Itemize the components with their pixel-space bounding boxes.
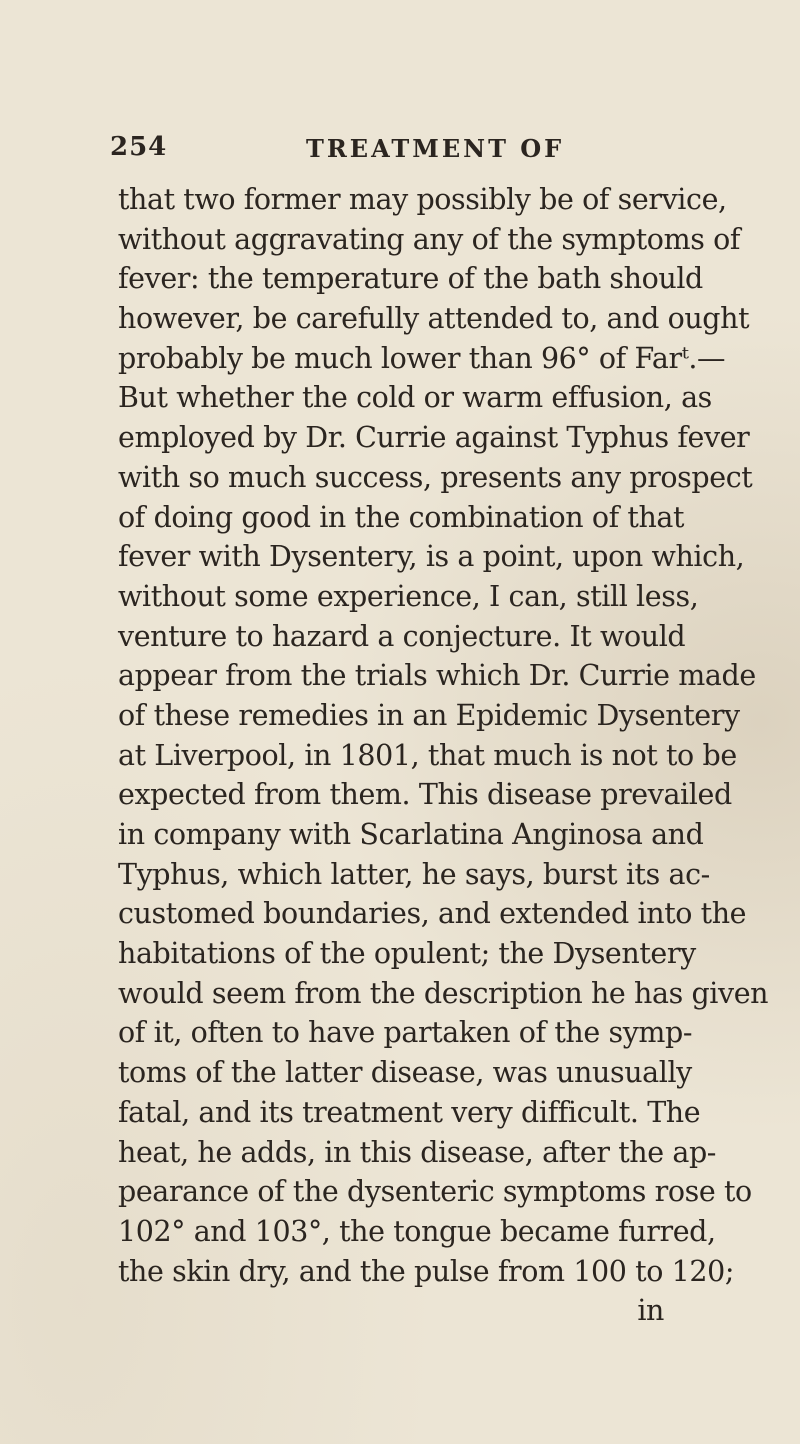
text-line: appear from the trials which Dr. Currie made <box>118 659 756 693</box>
text-line: toms of the latter disease, was unusually <box>118 1056 692 1090</box>
text-line: of doing good in the combination of that <box>118 500 685 534</box>
text-line: would seem from the description he has given <box>118 976 769 1010</box>
text-line: probably be much lower than 96° of Farᵗ.— <box>118 341 726 375</box>
text-line: the skin dry, and the pulse from 100 to 120; <box>118 1254 735 1288</box>
text-line: heat, he adds, in this disease, after the ap- <box>118 1135 717 1169</box>
text-line: 102° and 103°, the tongue became furred, <box>118 1214 716 1248</box>
text-line: however, be carefully attended to, and ought <box>118 302 750 336</box>
text-line: with so much success, presents any prospect <box>118 460 753 494</box>
text-line: without aggravating any of the symptoms of <box>118 222 740 256</box>
text-line: customed boundaries, and extended into the <box>118 897 747 931</box>
text-line: fever: the temperature of the bath should <box>118 262 703 296</box>
text-line: that two former may possibly be of service, <box>118 183 727 216</box>
running-head: TREATMENT OF <box>306 134 565 163</box>
text-line: without some experience, I can, still less, <box>118 579 699 613</box>
body-text <box>118 180 769 1331</box>
text-line: habitations of the opulent; the Dysentery <box>118 937 696 971</box>
text-line: fever with Dysentery, is a point, upon which, <box>118 540 745 574</box>
text-line: of it, often to have partaken of the symp- <box>118 1016 693 1050</box>
text-line: venture to hazard a conjecture. It would <box>118 619 686 653</box>
text-line: Typhus, which latter, he says, burst its ac- <box>118 857 710 891</box>
text-line: pearance of the dysenteric symptoms rose to <box>118 1175 752 1209</box>
text-line: at Liverpool, in 1801, that much is not to be <box>118 738 737 772</box>
catchword: in <box>637 1294 664 1328</box>
text-line: employed by Dr. Currie against Typhus fever <box>118 421 750 455</box>
page-header <box>110 132 710 172</box>
page-number: 254 <box>110 132 168 162</box>
text-line: fatal, and its treatment very difficult. The <box>118 1095 701 1129</box>
text-line: in company with Scarlatina Anginosa and <box>118 818 704 851</box>
text-line: But whether the cold or warm effusion, as <box>118 381 712 415</box>
text-line: of these remedies in an Epidemic Dysentery <box>118 698 740 732</box>
text-line: expected from them. This disease prevailed <box>118 778 732 812</box>
